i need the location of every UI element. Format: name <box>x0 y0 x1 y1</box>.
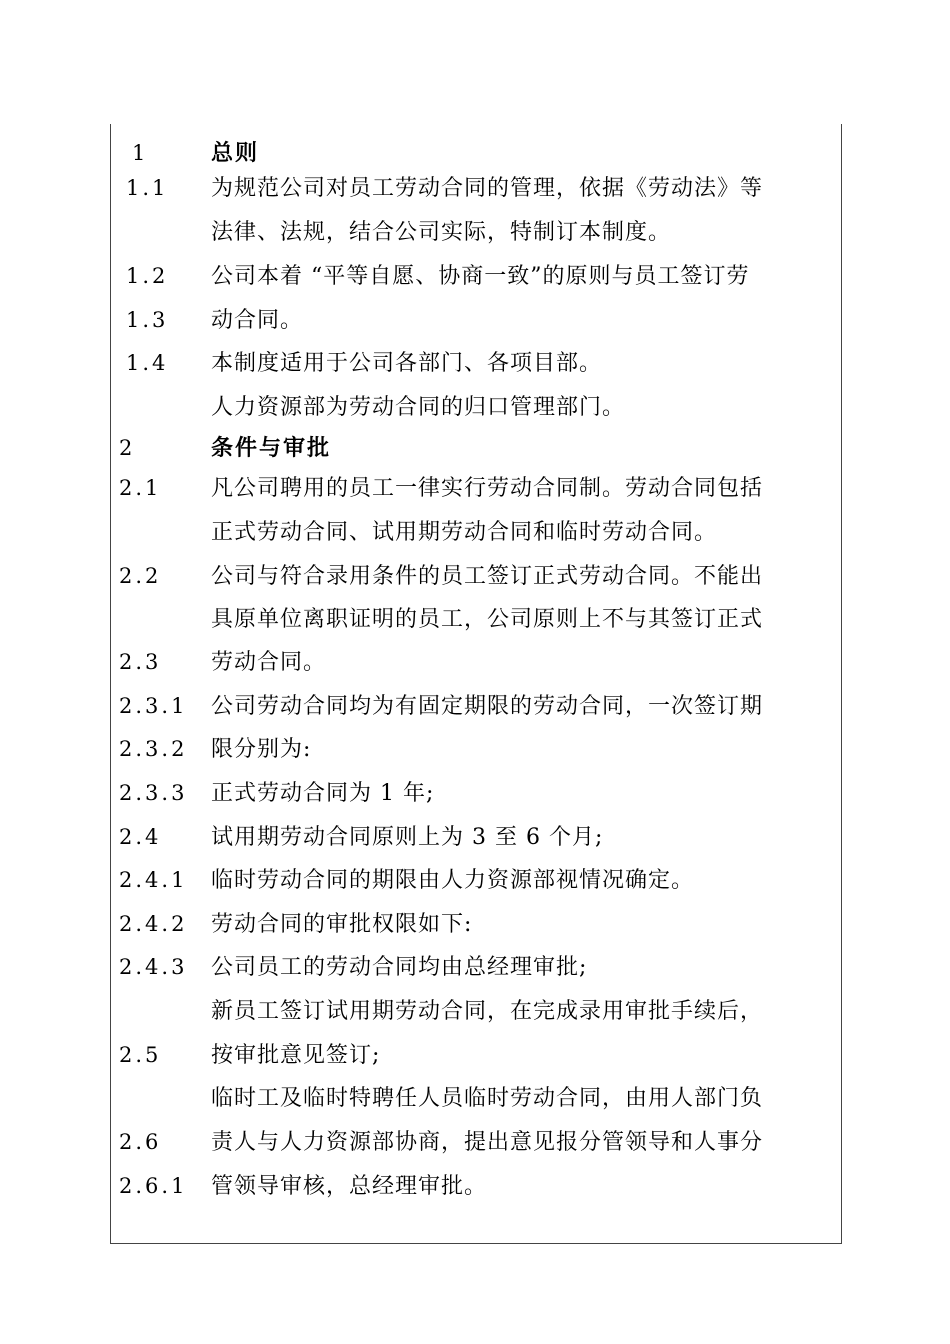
clause-number-1-3: 1.3 <box>126 308 169 332</box>
text-line: 临时工及临时特聘任人员临时劳动合同，由用人部门负 <box>211 1086 764 1111</box>
text-line: 公司员工的劳动合同均由总经理审批; <box>211 955 588 980</box>
text-line: 本制度适用于公司各部门、各项目部。 <box>211 351 603 376</box>
clause-number-2-2: 2.2 <box>119 564 162 588</box>
clause-number-2-4-3: 2.4.3 <box>119 955 188 979</box>
text-line: 正式劳动合同为 1 年; <box>211 781 435 806</box>
text-line: 劳动合同。 <box>211 650 327 675</box>
document-frame <box>110 124 842 1244</box>
text-line: 新员工签订试用期劳动合同，在完成录用审批手续后， <box>211 999 764 1024</box>
text-line: 管领导审核，总经理审批。 <box>211 1174 488 1199</box>
text-line: 具原单位离职证明的员工，公司原则上不与其签订正式 <box>211 607 764 632</box>
text-line: 公司本着 “平等自愿、协商一致”的原则与员工签订劳 <box>211 264 750 289</box>
clause-number-1: 1 <box>132 141 149 165</box>
clause-number-2-4: 2.4 <box>119 825 162 849</box>
section-heading-conditions: 条件与审批 <box>211 435 332 461</box>
clause-number-2-5: 2.5 <box>119 1043 162 1067</box>
clause-number-2-6: 2.6 <box>119 1130 162 1154</box>
text-line: 公司与符合录用条件的员工签订正式劳动合同。不能出 <box>211 564 764 589</box>
clause-number-2-6-1: 2.6.1 <box>119 1174 188 1198</box>
text-line: 按审批意见签订; <box>211 1043 381 1068</box>
text-line: 限分别为: <box>211 737 312 762</box>
section-heading-general: 总则 <box>211 140 260 166</box>
clause-number-2: 2 <box>119 436 136 460</box>
clause-number-2-3: 2.3 <box>119 650 162 674</box>
clause-number-2-4-2: 2.4.2 <box>119 912 188 936</box>
clause-number-1-2: 1.2 <box>126 264 169 288</box>
text-line: 人力资源部为劳动合同的归口管理部门。 <box>211 395 626 420</box>
text-line: 凡公司聘用的员工一律实行劳动合同制。劳动合同包括 <box>211 476 764 501</box>
text-line: 试用期劳动合同原则上为 3 至 6 个月; <box>211 825 604 850</box>
text-line: 法律、法规，结合公司实际，特制订本制度。 <box>211 220 672 245</box>
clause-number-2-3-3: 2.3.3 <box>119 781 188 805</box>
text-line: 动合同。 <box>211 308 304 333</box>
clause-number-2-3-1: 2.3.1 <box>119 694 188 718</box>
clause-number-1-4: 1.4 <box>126 351 169 375</box>
text-line: 临时劳动合同的期限由人力资源部视情况确定。 <box>211 868 695 893</box>
text-line: 正式劳动合同、试用期劳动合同和临时劳动合同。 <box>211 520 718 545</box>
text-line: 责人与人力资源部协商，提出意见报分管领导和人事分 <box>211 1130 764 1155</box>
clause-number-2-3-2: 2.3.2 <box>119 737 188 761</box>
text-line: 劳动合同的审批权限如下: <box>211 912 473 937</box>
text-line: 公司劳动合同均为有固定期限的劳动合同，一次签订期 <box>211 694 764 719</box>
clause-number-2-1: 2.1 <box>119 476 162 500</box>
clause-number-1-1: 1.1 <box>126 176 169 200</box>
text-line: 为规范公司对员工劳动合同的管理，依据《劳动法》等 <box>211 176 764 201</box>
clause-number-2-4-1: 2.4.1 <box>119 868 188 892</box>
